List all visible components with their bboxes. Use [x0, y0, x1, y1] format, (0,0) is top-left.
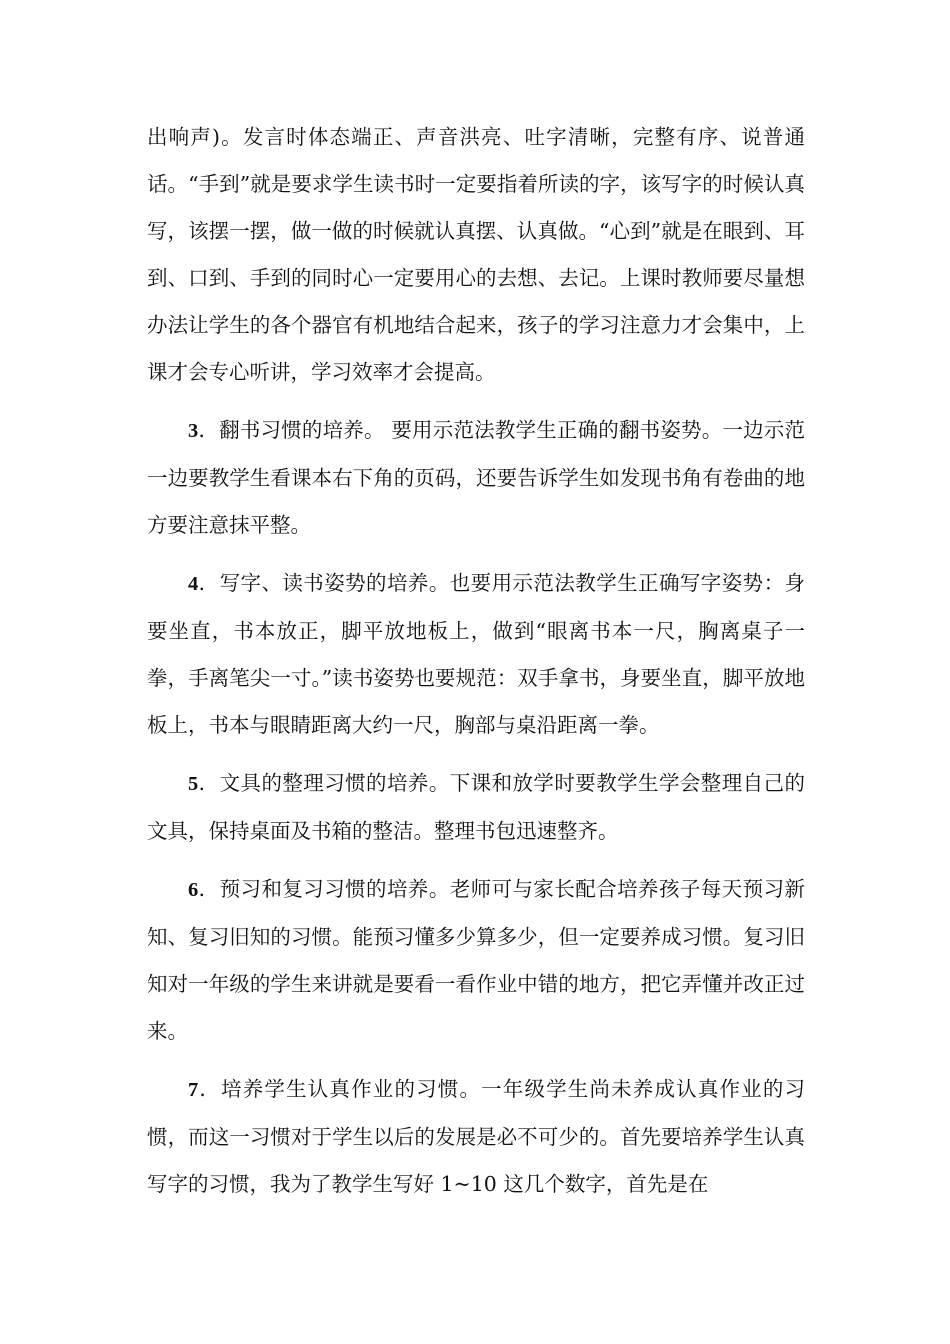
- paragraph-continuation: [147, 114, 805, 396]
- paragraph-text: ．文具的整理习惯的培养。下课和放学时要教学生学会整理自己的文具，保持桌面及书箱的整洁。整理书包迅速整齐。: [147, 771, 805, 843]
- item-number: 7: [188, 1079, 199, 1101]
- item-number: 6: [188, 879, 199, 901]
- paragraph-text: ．预习和复习习惯的培养。老师可与家长配合培养孩子每天预习新知、复习旧知的习惯。能预习懂多少算多少，但一定要养成习惯。复习旧知对一年级的学生来讲就是要看一看作业中错的地方，把它弄懂并改正过来。: [147, 877, 805, 1043]
- paragraph-item-5: [147, 760, 805, 855]
- paragraph-item-7: [147, 1066, 805, 1208]
- paragraph-item-6: [147, 866, 805, 1055]
- paragraph-text: 出响声)。发言时体态端正、声音洪亮、吐字清晰，完整有序、说普通话。“手到”就是要求学生读书时一定要指着所读的字，该写字的时候认真写，该摆一摆，做一做的时候就认真摆、认真做。“心到”就是在眼到、耳到、口到、手到的同时心一定要用心的去想、去记。上课时教师要尽量想办法让学生的各个器官有机地结合起来，孩子的学习注意力才会集中，上课才会专心听讲，学习效率才会提高。: [147, 125, 805, 384]
- document-page: [147, 114, 805, 1219]
- item-number: 4: [188, 573, 199, 595]
- paragraph-text: ．培养学生认真作业的习惯。一年级学生尚未养成认真作业的习惯，而这一习惯对于学生以后的发展是必不可少的。首先要培养学生认真写字的习惯，我为了教学生写好 1~10 这几个数字，首先是在: [147, 1077, 805, 1196]
- paragraph-text: ．写字、读书姿势的培养。也要用示范法教学生正确写字姿势：身要坐直，书本放正，脚平放地板上，做到“眼离书本一尺，胸离桌子一拳，手离笔尖一寸。”读书姿势也要规范：双手拿书，身要坐直，脚平放地板上，书本与眼睛距离大约一尺，胸部与桌沿距离一拳。: [147, 571, 805, 737]
- paragraph-text: ．翻书习惯的培养。 要用示范法教学生正确的翻书姿势。一边示范一边要教学生看课本右下角的页码，还要告诉学生如发现书角有卷曲的地方要注意抹平整。: [147, 418, 805, 537]
- item-number: 5: [188, 773, 199, 795]
- paragraph-item-4: [147, 560, 805, 749]
- paragraph-item-3: [147, 407, 805, 549]
- item-number: 3: [188, 420, 199, 442]
